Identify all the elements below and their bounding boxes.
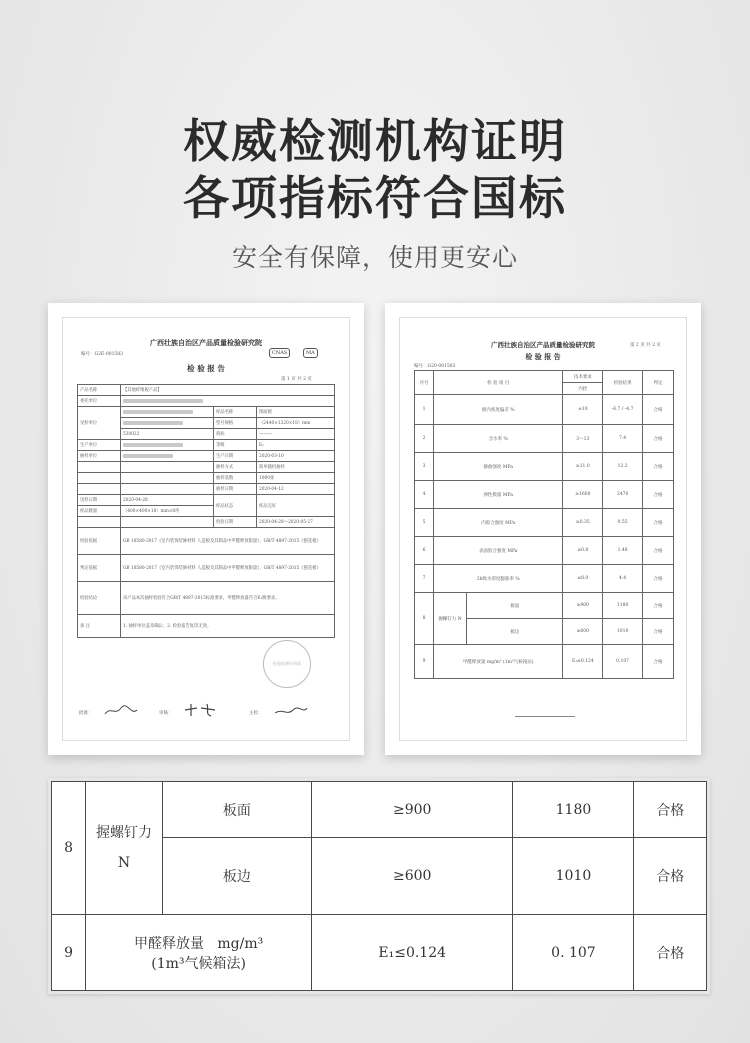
row9-judge: 合格 [634, 915, 707, 991]
r1-value: 该产品本次抽样检验符合GB/T 4897-2015标准要求，甲醛释放量符合E₁级要求。 [121, 582, 335, 615]
end-line [515, 716, 575, 717]
r2-no: 7 [415, 565, 434, 593]
r1-value: 1000张 [257, 473, 335, 484]
r1-label: 检验依据 [78, 528, 121, 555]
redacted-block [123, 421, 183, 425]
signature-inspector [273, 704, 309, 718]
zoomed-table-excerpt [48, 778, 710, 994]
row9-unit: mg/m³ [217, 935, 264, 952]
redacted-block [123, 443, 183, 447]
r2-judge: 合格 [643, 425, 674, 453]
r1-label: 型号规格 [214, 418, 257, 429]
r2-no: 6 [415, 537, 434, 565]
sign-label-inspector: 主检： [249, 711, 263, 716]
r2-item: 内胶合强度 MPa [434, 509, 563, 537]
r1-value: （400×400×18）mm×8块 [121, 506, 214, 517]
report-page-1: 广西壮族自治区产品质量检验研究院 编号：G2E-001583 检 验 报 告 CNAS MA 第 1 页 共 2 页 产品名称 【其他纤维板产品】 委托单位 受检单位 样品名称 饰面板 型号规格 （2440×1220×18）mm 530022 商标 ——— 生产单位 等级 E₁ 抽样单位 生产日期 2020-03-10 抽样方式 简单随机抽样 抽样基数 1000张 抽样日期 2020-04-12 送样日期 2020-04-28 样品状态 样品完好 样品数量 （400×400×18）mm×8块 检验日期 2020-04-28～2020-05-27 检验依据 GB 18580-2017《室内装饰装修材料 人造板及其制品中甲醛释放限量》、GB/T 4897-2015《刨花板》 判定依据 GB 18580-2017《室内装饰装修材料 人造板及其制品中甲醛释放限量》、GB/T 4897-2015《刨花板》 检验结论 该产品本次抽样检验符合GB/T 4897-2015标准要求，甲醛释放量符合E₁级要求。 备 注 1. 抽样单位盖章确认；2. 检验报告复印无效。 检验检测专用章 批准： 审核： 主检： [62, 317, 350, 741]
signature-review [183, 702, 219, 718]
r2-no: 9 [415, 645, 434, 679]
row8-sub2-name: 板边 [162, 838, 311, 915]
r2-judge: 合格 [643, 645, 674, 679]
report1-no: G2E-001583 [94, 352, 124, 357]
r2-req: 3～13 [563, 425, 603, 453]
r2-req: E₁≤0.124 [563, 645, 603, 679]
r2-result: 2470 [603, 481, 643, 509]
r2-header: 检验结果 [603, 371, 643, 395]
report1-no-label: 编号 [81, 352, 90, 357]
sign-label-review: 审核： [159, 711, 173, 716]
row8-sub1-judge: 合格 [634, 782, 707, 838]
redacted-block [123, 399, 203, 403]
r2-judge: 合格 [643, 593, 674, 619]
r2-result: 12.2 [603, 453, 643, 481]
r1-label: 生产日期 [214, 451, 257, 462]
r1-label: 商标 [214, 429, 257, 440]
r1-label: 判定依据 [78, 555, 121, 582]
row8-item [86, 782, 163, 915]
r1-value: 简单随机抽样 [257, 462, 335, 473]
r2-judge: 合格 [643, 395, 674, 425]
r1-label: 样品数量 [78, 506, 121, 517]
sign-label-approve: 批准： [79, 711, 93, 716]
report1-page: 第 1 页 共 2 页 [281, 377, 312, 382]
row9-req: E₁≤0.124 [311, 915, 513, 991]
r2-req: ≥11.0 [563, 453, 603, 481]
r1-label: 产品名称 [78, 385, 121, 396]
r2-item: 静曲强度 MPa [434, 453, 563, 481]
r2-item: 板内密度偏差 % [434, 395, 563, 425]
r1-value: 【其他纤维板产品】 [121, 385, 335, 396]
r2-req: ≥600 [563, 619, 603, 645]
row8-unit: N [117, 855, 131, 872]
r2-req: ≥0.8 [563, 537, 603, 565]
r2-req: ≥900 [563, 593, 603, 619]
r1-value: ——— [257, 429, 335, 440]
subtitle: 安全有保障，使用更安心 [231, 244, 518, 272]
r2-subheader: 内控 [563, 383, 603, 395]
r2-header: 序号 [415, 371, 434, 395]
headline-line-2: 各项指标符合国标 [183, 172, 567, 224]
r1-label: 委托单位 [78, 396, 121, 407]
r1-value: 2020-03-10 [257, 451, 335, 462]
r1-value: 2020-04-28～2020-05-27 [257, 517, 335, 528]
r2-no: 8 [415, 593, 434, 645]
r2-no: 1 [415, 395, 434, 425]
r1-label: 受检单位 [78, 407, 121, 440]
zoomed-table [51, 781, 707, 991]
r2-judge: 合格 [643, 537, 674, 565]
r1-label: 检验结论 [78, 582, 121, 615]
r2-item: 表面胶合强度 MPa [434, 537, 563, 565]
r2-judge: 合格 [643, 481, 674, 509]
r2-no: 4 [415, 481, 434, 509]
row8-sub2-judge: 合格 [634, 838, 707, 915]
r1-label: 抽样方式 [214, 462, 257, 473]
r2-result: -6.7 / -4.7 [603, 395, 643, 425]
r2-item: 板边 [467, 619, 563, 645]
r2-item: 甲醛释放量 mg/m³ (1m³气候箱法) [434, 645, 563, 679]
row8-sub2-result: 1010 [513, 838, 634, 915]
r1-value: 饰面板 [257, 407, 335, 418]
r2-req: ±10 [563, 395, 603, 425]
row9-item-name: 甲醛释放量 [134, 935, 204, 952]
r2-result: 7.4 [603, 425, 643, 453]
ma-logo: MA [303, 348, 318, 358]
r1-label: 检验日期 [214, 517, 257, 528]
r2-result: 1180 [603, 593, 643, 619]
r1-value: GB 18580-2017《室内装饰装修材料 人造板及其制品中甲醛释放限量》、GB/T 4897-2015《刨花板》 [121, 555, 335, 582]
r2-result: 0.55 [603, 509, 643, 537]
r2-req: ≥1600 [563, 481, 603, 509]
report2-page: 第 2 页 共 2 页 [630, 343, 661, 348]
r2-judge: 合格 [643, 565, 674, 593]
row8-sub2-req: ≥600 [311, 838, 513, 915]
r1-label: 等级 [214, 440, 257, 451]
r2-header: 技术要求 [563, 371, 603, 383]
r1-label: 样品状态 [214, 495, 257, 517]
r1-label: 抽样单位 [78, 451, 121, 462]
report2-no: 编号：G20-001583 [414, 364, 456, 369]
row8-sub1-name: 板面 [162, 782, 311, 838]
r2-no: 2 [415, 425, 434, 453]
r1-label: 送样日期 [78, 495, 121, 506]
r2-group: 握螺钉力 N [434, 593, 467, 645]
r1-value: 2020-04-12 [257, 484, 335, 495]
r1-value: 1. 抽样单位盖章确认；2. 检验报告复印无效。 [121, 615, 335, 638]
r2-header: 检 验 项 目 [434, 371, 563, 395]
redacted-block [123, 454, 173, 458]
signature-approve [103, 704, 139, 718]
r1-value: 2020-04-28 [121, 495, 214, 506]
r2-judge: 合格 [643, 509, 674, 537]
r1-value: E₁ [257, 440, 335, 451]
r2-judge: 合格 [643, 453, 674, 481]
r1-label: 抽样基数 [214, 473, 257, 484]
report1-title: 检 验 报 告 [187, 364, 225, 373]
row8-item-name: 握螺钉力 [96, 825, 153, 842]
r2-result: 1010 [603, 619, 643, 645]
report2-title: 检 验 报 告 [525, 352, 561, 361]
r1-value: 530022 [121, 429, 214, 440]
r2-result: 0.107 [603, 645, 643, 679]
inspection-seal: 检验检测专用章 [263, 640, 311, 688]
r1-label: 生产单位 [78, 440, 121, 451]
headline-line-1: 权威检测机构证明 [183, 115, 567, 167]
r1-label: 样品名称 [214, 407, 257, 418]
r1-value: GB 18580-2017《室内装饰装修材料 人造板及其制品中甲醛释放限量》、GB/T 4897-2015《刨花板》 [121, 528, 335, 555]
r2-item: 板面 [467, 593, 563, 619]
row9-result: 0. 107 [513, 915, 634, 991]
report2-table [414, 370, 674, 679]
r2-item: 含水率 % [434, 425, 563, 453]
cnas-logo: CNAS [269, 348, 290, 358]
row9-item [86, 915, 312, 991]
report2-institute: 广西壮族自治区产品质量检验研究院 [491, 341, 595, 349]
report-page-1-frame [48, 303, 364, 755]
row8-sub1-result: 1180 [513, 782, 634, 838]
r2-item: 弹性模量 MPa [434, 481, 563, 509]
row9-no: 9 [52, 915, 86, 991]
r2-result: 1.48 [603, 537, 643, 565]
r2-judge: 合格 [643, 619, 674, 645]
r1-value: 样品完好 [257, 495, 335, 517]
r2-no: 3 [415, 453, 434, 481]
r2-result: 4.4 [603, 565, 643, 593]
report-page-2 [399, 317, 687, 741]
report-page-2-frame [385, 303, 701, 755]
report1-institute: 广西壮族自治区产品质量检验研究院 [150, 338, 262, 347]
r1-label: 备 注 [78, 615, 121, 638]
r2-req: ≤8.0 [563, 565, 603, 593]
r2-req: ≥0.35 [563, 509, 603, 537]
r1-label: 抽样日期 [214, 484, 257, 495]
redacted-block [123, 410, 193, 414]
row8-no: 8 [52, 782, 86, 915]
r1-value: （2440×1220×18）mm [257, 418, 335, 429]
row8-sub1-req: ≥900 [311, 782, 513, 838]
report1-table [77, 384, 335, 638]
r2-item: 2h吸水厚度膨胀率 % [434, 565, 563, 593]
row9-method: (1m³气候箱法) [151, 955, 246, 972]
r2-no: 5 [415, 509, 434, 537]
r2-header: 判定 [643, 371, 674, 395]
